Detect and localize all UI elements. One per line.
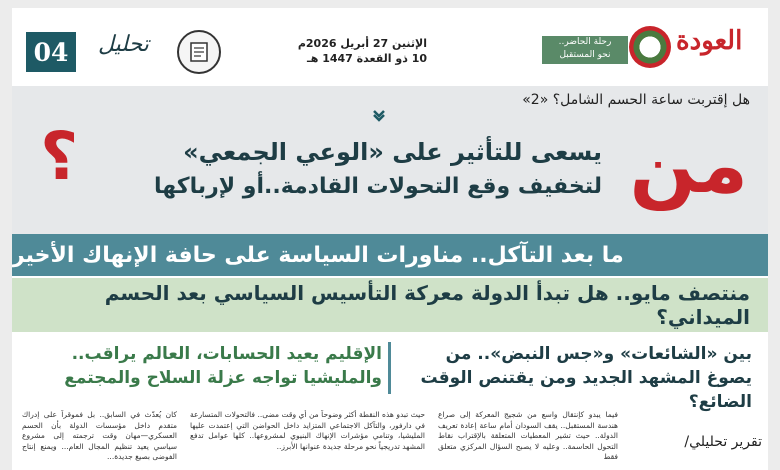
- date-hijri: 10 ذو القعدة 1447 هـ: [306, 52, 427, 65]
- green-headline: منتصف مايو.. هل تبدأ الدولة معركة التأسيس السياسي بعد الحسم الميداني؟: [12, 278, 768, 332]
- headline-line-1: يسعى للتأثير على «الوعي الجمعي»: [183, 138, 602, 166]
- chevron-down-icon: [372, 108, 386, 126]
- lead-story: [12, 86, 768, 234]
- teal-headline: ما بعد التآكل.. مناورات السياسة على حافة الإنهاك الأخير: [12, 234, 768, 276]
- divider: [388, 342, 391, 394]
- report-label: تقرير تحليلي/: [684, 434, 762, 450]
- page-number: 04: [26, 32, 76, 72]
- subhead-left: الإقليم يعيد الحسابات، العالم يراقب.. والمليشيا تواجه عزلة السلاح والمجتمع: [64, 344, 382, 388]
- headline-line-2: لتخفيف وقع التحولات القادمة..أو لإرباكها: [153, 174, 602, 199]
- masthead: [12, 8, 768, 78]
- body-column-2: حيث تبدو هذه النقطة أكثر وضوحاً من أي وقت مضى.. فالتحولات المتسارعة في دارفور، والتآكل الاجتماعي المتزايد داخل الحواضن التي إعتمدت عليها المليشيا، وتنامي مؤشرات الإنهاك البنيوي لمشروعها.. كلها عوامل تدفع المشهد تدريجياً نحو مرحلة جديدة عنوانها الأبرز..: [190, 410, 425, 451]
- kicker: هل إقتربت ساعة الحسم الشامل؟ «2»: [522, 92, 750, 108]
- logo-emblem-icon: [629, 26, 671, 68]
- body-column-1: كان يُعدّث في السابق.. بل فموقراً على إدراك متقدم داخل مؤسسات الدولة بأن الحسم العسكري—مهان وقت ترجمته إلى مشروع سياسي يعيد تنظيم المجال العام... ويمنع إنتاج الفوضى بصيغ جديدة...: [22, 410, 177, 461]
- subhead-right: بين «الشائعات» و«جس النبض».. من يصوغ المشهد الجديد ومن يقتنص الوقت الضائع؟: [420, 344, 752, 412]
- newspaper-page: [12, 8, 768, 470]
- big-word: من: [629, 121, 748, 211]
- section-name: تحليل: [98, 32, 149, 57]
- slogan-tag: [542, 36, 628, 64]
- slogan-line-2: نحو المستقبل: [559, 50, 611, 60]
- date-block: [227, 36, 427, 66]
- slogan-line-1: رحلة الحاضر..: [558, 37, 612, 47]
- newspaper-icon: [177, 30, 221, 74]
- question-mark: ؟: [40, 118, 79, 195]
- body-column-3: فيما يبدو كإنتقال واسع من شجيج المعركة إلى صراع هندسة المستقبل.. يقف السودان أمام ساعة إعادة تعريف الدولة.. حيث تشير المعطيات المتعلقة بالإقتراب نقاط التحول الحاسمة.. وعليه لا يصبح السؤال المركزي متعلق فقط: [438, 410, 618, 461]
- logo-name: العودة: [676, 26, 743, 56]
- date-gregorian: الإثنين 27 أبريل 2026م: [297, 37, 427, 50]
